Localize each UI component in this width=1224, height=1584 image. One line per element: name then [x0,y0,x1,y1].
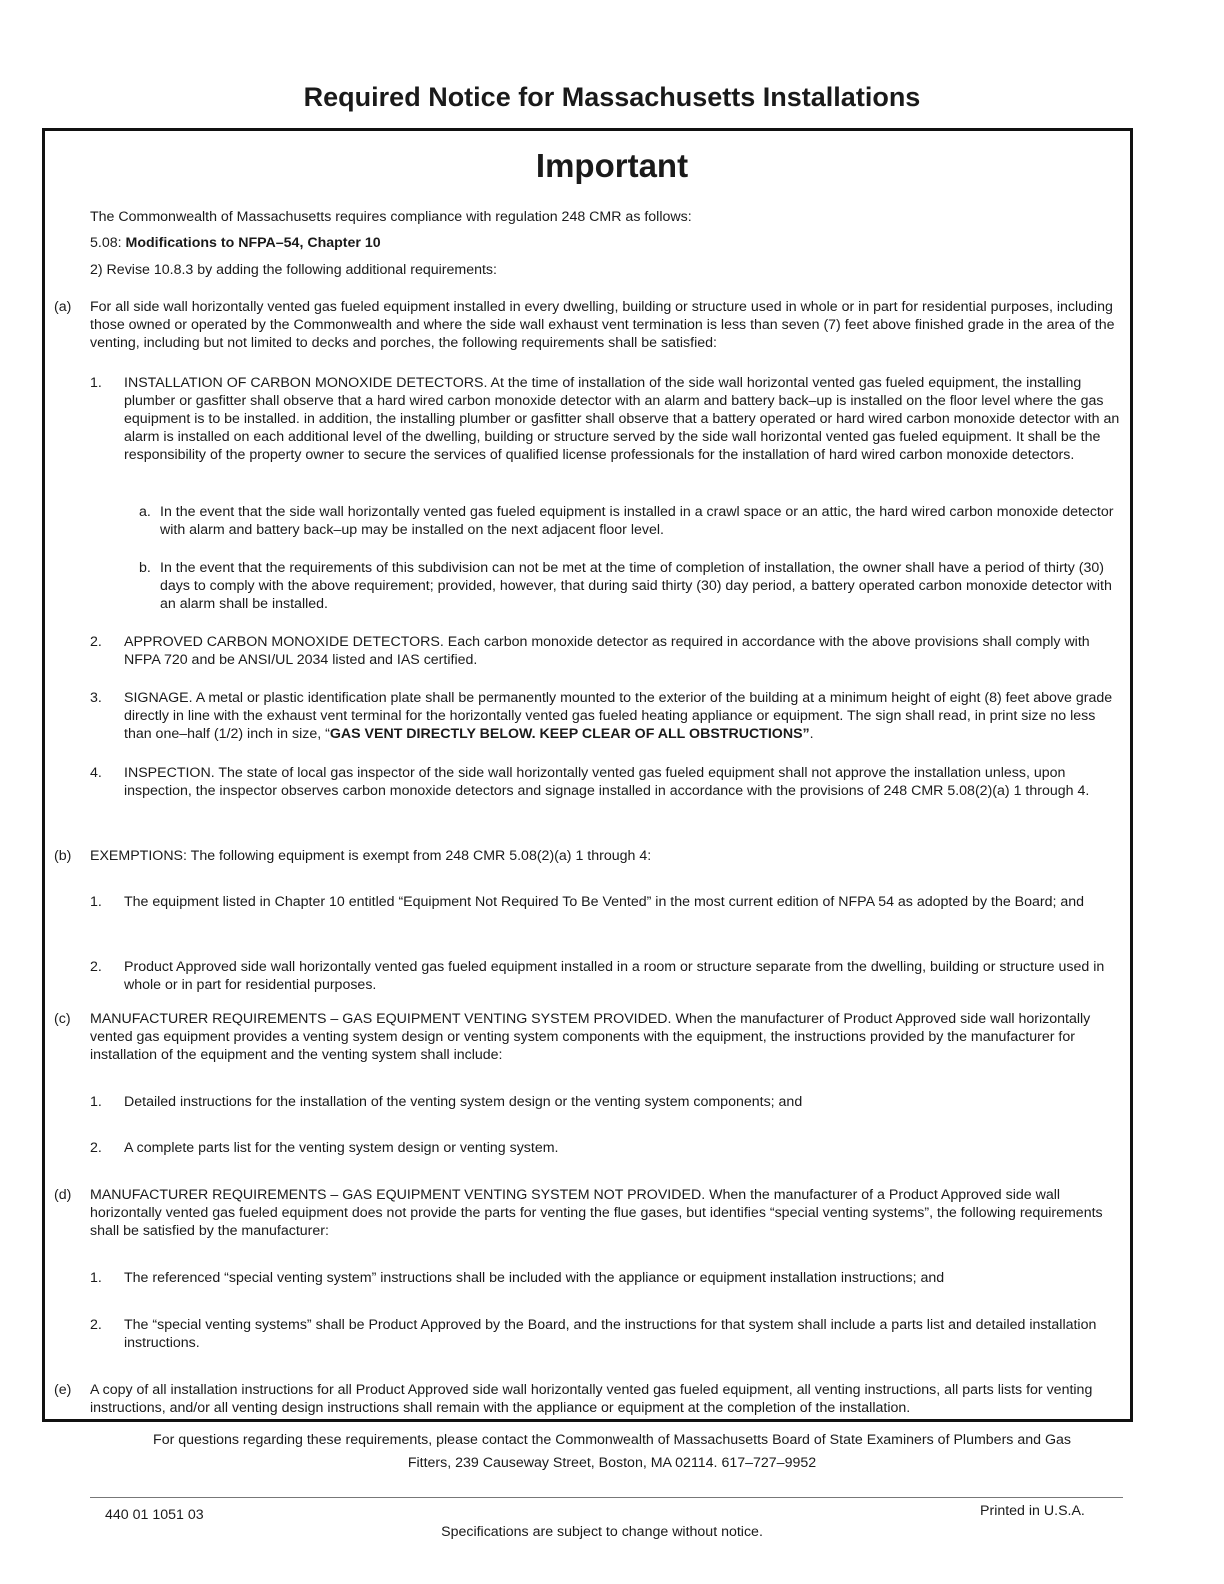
item-number: 2. [90,1317,102,1333]
printed-in: Printed in U.S.A. [980,1503,1085,1519]
subitem-letter: a. [139,504,151,520]
clause-a-text: For all side wall horizontally vented gas fueled equipment installed in every dwelling, building or structure used in whole or in part for residential purposes, including those owned or operated by the Commonwealth and where the side wall exhaust vent termination is less than seven (7) feet above finished grade in the area of the venting, including but not limited to decks and porches, the following requirements shall be satisfied: [90,299,1115,351]
clause-label-b: (b) [54,848,72,864]
item-number: 1. [90,894,102,910]
page-title: Required Notice for Massachusetts Installations [303,82,921,112]
section-title: Modifications to NFPA–54, Chapter 10 [125,235,381,251]
subitem-text-crawl-space: In the event that the side wall horizontally vented gas fueled equipment is installed in a crawl space or an attic, the hard wired carbon monoxide detector with alarm and battery back–up may be installed on the next adjacent floor level. [160,504,1114,538]
item-text-detailed-instructions: Detailed instructions for the installation of the venting system design or the venting system components; and [124,1094,803,1110]
item-text-parts-list: A complete parts list for the venting system design or venting system. [124,1140,559,1156]
item-number: 1. [90,375,102,391]
item-number: 4. [90,765,102,781]
clause-label-d: (d) [54,1187,72,1203]
item-text-special-venting-approved: The “special venting systems” shall be Product Approved by the Board, and the instructions for that system shall include a parts list and detailed installation instructions. [124,1317,1097,1351]
item-text-signage [124,689,1124,743]
item-text-co-detectors: INSTALLATION OF CARBON MONOXIDE DETECTORS. At the time of installation of the side wall horizontal vented gas fueled equipment, the installing plumber or gasfitter shall observe that a hard wired carbon monoxide detector with an alarm and battery back–up is installed on the floor level where the gas equipment is to be installed. in addition, the installing plumber or gasfitter shall observe that a battery operated or hard wired carbon monoxide detector with an alarm is installed on each additional level of the dwelling, building or structure served by the side wall horizontal vented gas fueled equipment. It shall be the responsibility of the property owner to secure the services of qualified license professionals for the installation of hard wired carbon monoxide detectors. [124,375,1120,463]
footer-divider [90,1497,1123,1498]
item-number: 3. [90,690,102,706]
signage-text: SIGNAGE. A metal or plastic identification plate shall be permanently mounted to the exterior of the building at a minimum height of eight (8) feet above grade directly in line with the exhaust vent terminal for the horizontally vented gas fueled heating appliance or equipment. The sign shall read, in print size no less than one–half (1/2) inch in size, “ [124,690,1113,742]
section-number: 5.08: [90,235,126,251]
item-number: 2. [90,634,102,650]
subitem-text-thirty-days: In the event that the requirements of this subdivision can not be met at the time of completion of installation, the owner shall have a period of thirty (30) days to comply with the above requirement; provided, however, that during said thirty (30) day period, a battery operated carbon monoxide detector with an alarm shall be installed. [160,560,1112,612]
item-number: 2. [90,959,102,975]
item-text-inspection: INSPECTION. The state of local gas inspector of the side wall horizontally vented gas fueled equipment shall not approve the installation unless, upon inspection, the inspector observes carbon monoxide detectors and signage installed in accordance with the provisions of 248 CMR 5.08(2)(a) 1 through 4. [124,765,1090,799]
clause-label-a: (a) [54,299,72,315]
item-number: 2. [90,1140,102,1156]
clause-d-text: MANUFACTURER REQUIREMENTS – GAS EQUIPMENT VENTING SYSTEM NOT PROVIDED. When the manufacturer of a Product Approved side wall horizontally vented gas fueled equipment does not provide the parts for venting the flue gases, but identifies “special venting systems”, the following requirements shall be satisfied by the manufacturer: [90,1187,1103,1239]
clause-e-text: A copy of all installation instructions for all Product Approved side wall horizontally vented gas fueled equipment, all venting instructions, all parts lists for venting instructions, and/or all venting design instructions shall remain with the appliance or equipment at the completion of the installation. [90,1382,1093,1416]
contact-line-1: For questions regarding these requirements, please contact the Commonwealth of Massachusetts Board of State Examiners of Plumbers and Gas [153,1432,1071,1448]
section-heading [90,234,381,252]
clause-label-c: (c) [54,1011,71,1027]
item-text-separate-structure: Product Approved side wall horizontally vented gas fueled equipment installed in a room or structure separate from the dwelling, building or structure used in whole or in part for residential purposes. [124,959,1105,993]
item-number: 1. [90,1094,102,1110]
item-number: 1. [90,1270,102,1286]
clause-c-text: MANUFACTURER REQUIREMENTS – GAS EQUIPMENT VENTING SYSTEM PROVIDED. When the manufacturer of Product Approved side wall horizontally vented gas equipment provides a venting system design or venting system components with the equipment, the instructions provided by the manufacturer for installation of the equipment and the venting system shall include: [90,1011,1091,1063]
clause-b-text: EXEMPTIONS: The following equipment is exempt from 248 CMR 5.08(2)(a) 1 through 4: [90,848,652,864]
disclaimer: Specifications are subject to change without notice. [441,1524,763,1540]
revise-text: 2) Revise 10.8.3 by adding the following additional requirements: [90,262,497,278]
notice-heading: Important [535,147,689,184]
clause-label-e: (e) [54,1382,72,1398]
item-text-special-venting-instructions: The referenced “special venting system” instructions shall be included with the appliance or equipment installation instructions; and [124,1270,945,1286]
item-text-not-vented: The equipment listed in Chapter 10 entitled “Equipment Not Required To Be Vented” in the most current edition of NFPA 54 as adopted by the Board; and [124,894,1085,910]
item-text-approved-detectors: APPROVED CARBON MONOXIDE DETECTORS. Each carbon monoxide detector as required in accordance with the above provisions shall comply with NFPA 720 and be ANSI/UL 2034 listed and IAS certified. [124,634,1090,668]
document-number: 440 01 1051 03 [105,1507,204,1523]
signage-period: . [809,726,814,742]
signage-warning: GAS VENT DIRECTLY BELOW. KEEP CLEAR OF ALL OBSTRUCTIONS” [329,726,810,742]
contact-line-2: Fitters, 239 Causeway Street, Boston, MA 02114. 617–727–9952 [407,1455,817,1471]
subitem-letter: b. [139,560,151,576]
intro-text: The Commonwealth of Massachusetts requires compliance with regulation 248 CMR as follows: [90,209,692,225]
